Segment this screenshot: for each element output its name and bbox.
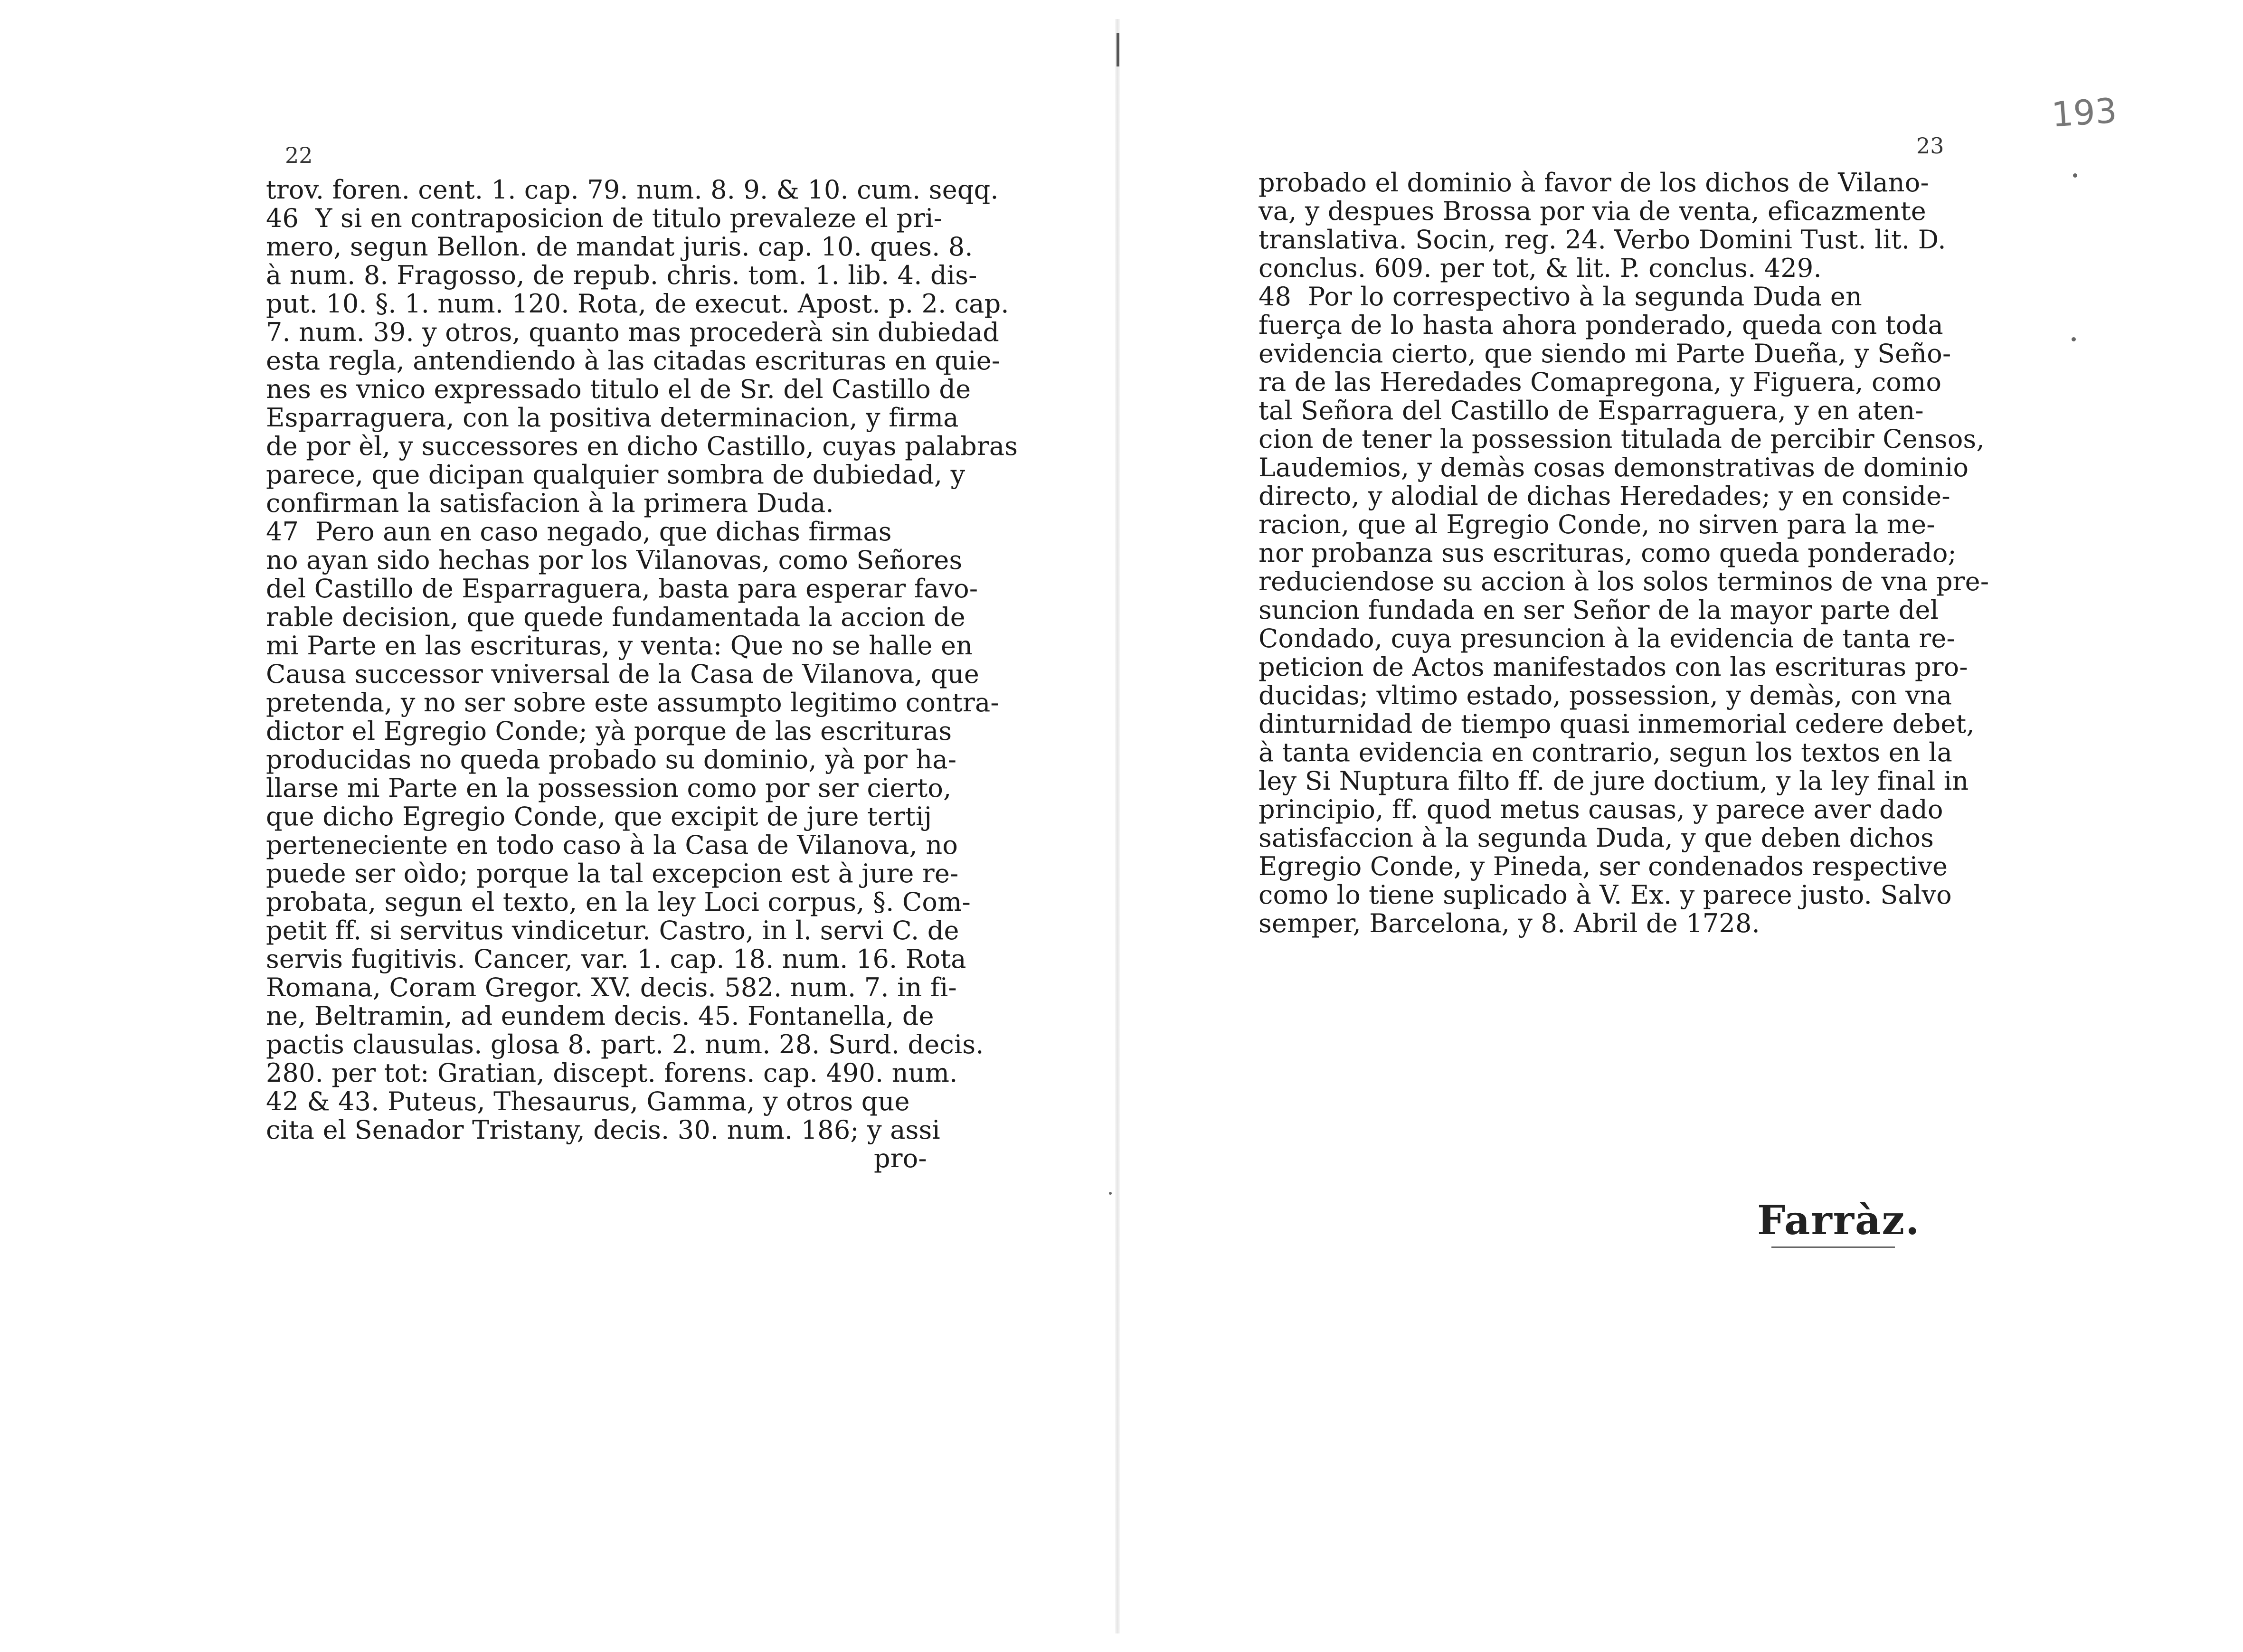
right-text-line: fuerça de lo hasta ahora ponderado, queda con toda: [1259, 310, 1943, 340]
right-text-line: à tanta evidencia en contrario, segun los textos en la: [1259, 737, 1953, 767]
left-text-line: confirman la satisfacion à la primera Duda.: [266, 488, 834, 518]
left-text-line: 280. per tot: Gratian, discept. forens. cap. 490. num.: [266, 1058, 958, 1088]
folio-number: 193: [2050, 90, 2119, 135]
right-text-line: nor probanza sus escrituras, como queda ponderado;: [1259, 538, 1957, 568]
right-text-line: tal Señora del Castillo de Esparraguera, y en aten-: [1259, 396, 1924, 425]
left-text-line: Esparraguera, con la positiva determinacion, y firma: [266, 403, 959, 433]
right-text-line: peticion de Actos manifestados con las escrituras pro-: [1259, 652, 1968, 682]
right-text-line: ducidas; vltimo estado, possession, y demàs, con vna: [1259, 680, 1952, 710]
right-text-line: Egregio Conde, y Pineda, ser condenados respective: [1259, 851, 1948, 881]
left-text-line: parece, que dicipan qualquier sombra de dubiedad, y: [266, 460, 965, 490]
right-text-line: translativa. Socin, reg. 24. Verbo Domini Tust. lit. D.: [1259, 225, 1946, 255]
right-text-line: probado el dominio à favor de los dichos de Vilano-: [1259, 168, 1929, 198]
right-text-line: semper, Barcelona, y 8. Abril de 1728.: [1259, 908, 1760, 938]
left-page-number: 22: [285, 142, 313, 168]
left-text-line: mero, segun Bellon. de mandat juris. cap. 10. ques. 8.: [266, 232, 973, 262]
left-text-line: no ayan sido hechas por los Vilanovas, como Señores: [266, 545, 963, 575]
right-text-line: racion, que al Egregio Conde, no sirven para la me-: [1259, 510, 1935, 539]
left-text-line: llarse mi Parte en la possession como por ser cierto,: [266, 773, 952, 803]
right-text-line: ley Si Nuptura filto ff. de jure doctium, y la ley final in: [1259, 766, 1969, 796]
left-text-line: puede ser oìdo; porque la tal excepcion est à jure re-: [266, 859, 959, 888]
left-text-line: rable decision, que quede fundamentada la accion de: [266, 602, 965, 632]
right-text-line: satisfaccion à la segunda Duda, y que deben dichos: [1259, 823, 1934, 853]
left-text-line: dictor el Egregio Conde; yà porque de las escrituras: [266, 716, 952, 746]
catchword: pro-: [874, 1143, 927, 1173]
left-text-line: Romana, Coram Gregor. XV. decis. 582. num. 7. in fi-: [266, 972, 957, 1002]
right-text-line: principio, ff. quod metus causas, y parece aver dado: [1259, 794, 1943, 824]
right-text-line: cion de tener la possession titulada de percibir Censos,: [1259, 424, 1985, 454]
right-text-line: dinturnidad de tiempo quasi inmemorial cedere debet,: [1259, 709, 1975, 739]
signature: Farràz.: [1757, 1197, 1921, 1244]
page-speck: [2073, 173, 2077, 178]
left-text-line: nes es vnico expressado titulo el de Sr. del Castillo de: [266, 374, 971, 404]
left-text-line: de por èl, y successores en dicho Castillo, cuyas palabras: [266, 431, 1018, 461]
left-text-line: 47 Pero aun en caso negado, que dichas firmas: [266, 517, 892, 547]
right-text-line: directo, y alodial de dichas Heredades; y en conside-: [1259, 481, 1950, 511]
left-text-line: Causa successor vniversal de la Casa de Vilanova, que: [266, 659, 979, 689]
left-text-line: 42 & 43. Puteus, Thesaurus, Gamma, y otros que: [266, 1086, 910, 1116]
left-text-line: trov. foren. cent. 1. cap. 79. num. 8. 9. & 10. cum. seqq.: [266, 175, 999, 205]
left-text-line: mi Parte en las escrituras, y venta: Que no se halle en: [266, 631, 973, 661]
left-text-line: producidas no queda probado su dominio, yà por ha-: [266, 745, 957, 774]
left-text-line: que dicho Egregio Conde, que excipit de jure tertij: [266, 802, 932, 831]
left-text-line: 7. num. 39. y otros, quanto mas procederà sin dubiedad: [266, 317, 1000, 347]
right-text-line: evidencia cierto, que siendo mi Parte Dueña, y Seño-: [1259, 339, 1951, 368]
left-text-line: esta regla, antendiendo à las citadas escrituras en quie-: [266, 346, 1001, 376]
page-speck: [2072, 337, 2076, 341]
page-speck: [1109, 1192, 1112, 1195]
right-text-line: reduciendose su accion à los solos terminos de vna pre-: [1259, 566, 1989, 596]
left-text-line: probata, segun el texto, en la ley Loci corpus, §. Com-: [266, 887, 971, 917]
left-text-line: servis fugitivis. Cancer, var. 1. cap. 18. num. 16. Rota: [266, 944, 966, 974]
right-text-line: 48 Por lo correspectivo à la segunda Duda en: [1259, 282, 1863, 312]
left-text-line: cita el Senador Tristany, decis. 30. num. 186; y assi: [266, 1115, 940, 1145]
right-text-line: Condado, cuya presuncion à la evidencia de tanta re-: [1259, 623, 1955, 653]
left-text-line: put. 10. §. 1. num. 120. Rota, de execut. Apost. p. 2. cap.: [266, 289, 1009, 319]
right-page-number: 23: [1916, 133, 1944, 159]
right-text-line: ra de las Heredades Comapregona, y Figuera, como: [1259, 367, 1942, 397]
left-text-line: ne, Beltramin, ad eundem decis. 45. Fontanella, de: [266, 1001, 934, 1031]
left-text-line: 46 Y si en contraposicion de titulo prevaleze el pri-: [266, 203, 943, 233]
right-text-line: Laudemios, y demàs cosas demonstrativas de dominio: [1259, 453, 1969, 482]
left-text-line: pretenda, y no ser sobre este assumpto legitimo contra-: [266, 688, 999, 717]
left-text-line: perteneciente en todo caso à la Casa de Vilanova, no: [266, 830, 958, 860]
left-text-line: del Castillo de Esparraguera, basta para esperar favo-: [266, 574, 978, 604]
binding-mark: [1117, 33, 1119, 66]
left-text-line: à num. 8. Fragosso, de repub. chris. tom. 1. lib. 4. dis-: [266, 260, 977, 290]
right-text-line: conclus. 609. per tot, & lit. P. conclus. 429.: [1259, 253, 1822, 283]
left-text-line: pactis clausulas. glosa 8. part. 2. num. 28. Surd. decis.: [266, 1029, 984, 1059]
right-text-line: como lo tiene suplicado à V. Ex. y parece justo. Salvo: [1259, 880, 1952, 910]
right-text-line: va, y despues Brossa por via de venta, eficazmente: [1259, 196, 1926, 226]
book-gutter: [1115, 19, 1120, 1633]
right-text-line: suncion fundada en ser Señor de la mayor parte del: [1259, 595, 1939, 625]
signature-underline: [1771, 1246, 1895, 1248]
left-text-line: petit ff. si servitus vindicetur. Castro, in l. servi C. de: [266, 916, 959, 945]
